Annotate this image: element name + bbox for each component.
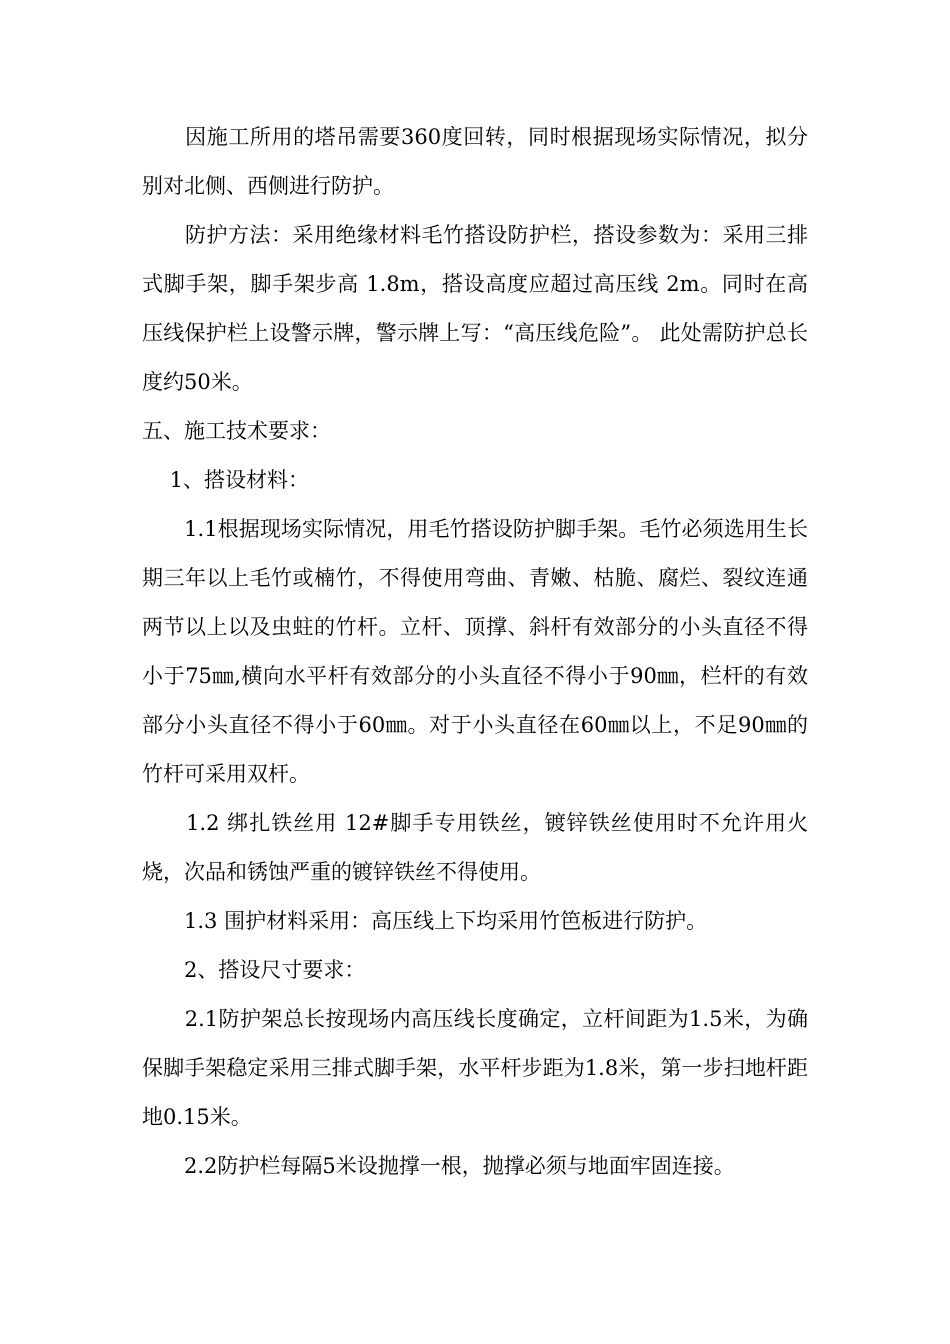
subheading-materials: 1、搭设材料：: [142, 468, 310, 492]
paragraph-1-2-wire: 1.2 绑扎铁丝用 12#脚手专用铁丝，镀锌铁丝使用时不允许用火烧，次品和锈蚀严重的镀锌铁丝不得使用。: [142, 811, 808, 884]
paragraph-2-1-frame-length: 2.1防护架总长按现场内高压线长度确定，立杆间距为1.5米，为确保脚手架稳定采用三排式脚手架，水平杆步距为1.8米，第一步扫地杆距地0.15米。: [142, 1007, 808, 1129]
subheading-dimensions: 2、搭设尺寸要求：: [142, 958, 366, 982]
document-body: [142, 113, 808, 1191]
paragraph-crane-rotation: 因施工所用的塔吊需要360度回转，同时根据现场实际情况，拟分别对北侧、西侧进行防护。: [142, 125, 808, 198]
section-heading-technical-requirements: 五、施工技术要求：: [142, 419, 331, 443]
paragraph-1-3-enclosure: 1.3 围护材料采用：高压线上下均采用竹笆板进行防护。: [142, 909, 708, 933]
paragraph-protection-method: 防护方法：采用绝缘材料毛竹搭设防护栏，搭设参数为：采用三排式脚手架，脚手架步高 1.8m，搭设高度应超过高压线 2m。同时在高压线保护栏上设警示牌，警示牌上写：“高压线危险”。 此处需防护总长度约50米。: [142, 223, 808, 394]
paragraph-1-1-bamboo: 1.1根据现场实际情况，用毛竹搭设防护脚手架。毛竹必须选用生长期三年以上毛竹或楠竹，不得使用弯曲、青嫩、枯脆、腐烂、裂纹连通两节以上以及虫蛀的竹杆。立杆、顶撑、斜杆有效部分的小头直径不得小于75㎜,横向水平杆有效部分的小头直径不得小于90㎜，栏杆的有效部分小头直径不得小于60㎜。对于小头直径在60㎜以上，不足90㎜的竹杆可采用双杆。: [142, 517, 808, 786]
paragraph-2-2-bracing: 2.2防护栏每隔5米设抛撑一根，抛撑必须与地面牢固连接。: [142, 1154, 735, 1178]
